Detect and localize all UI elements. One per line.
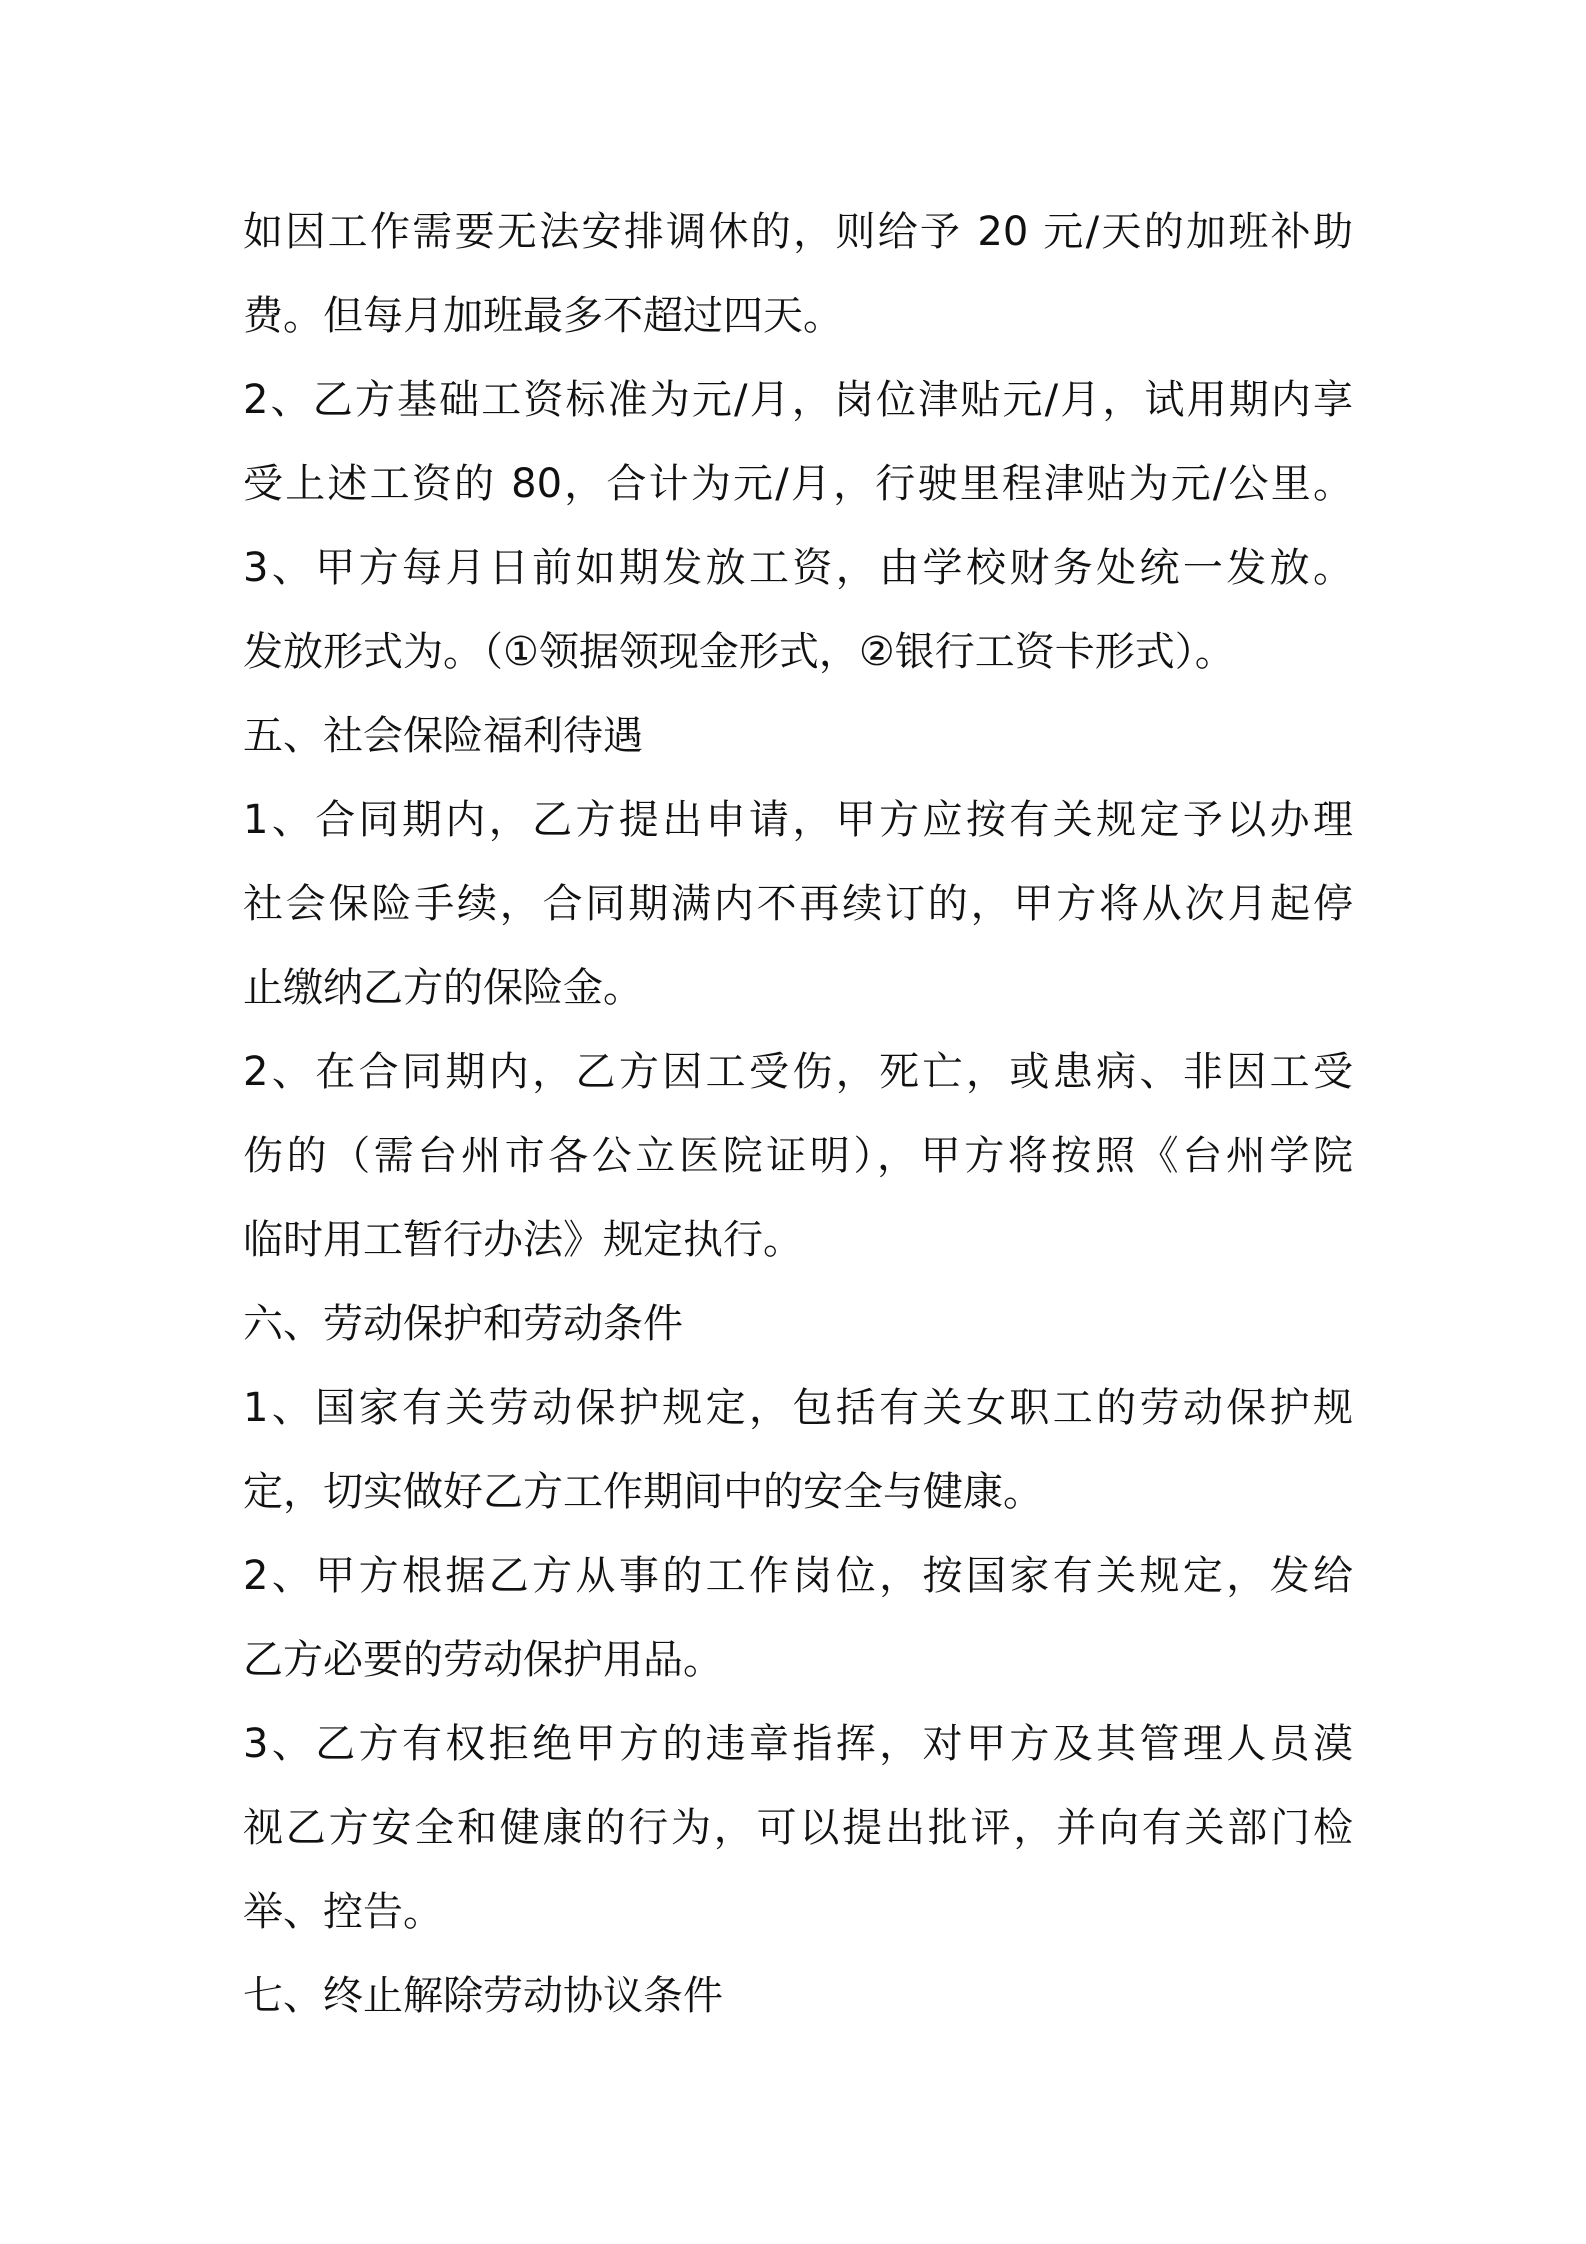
text-line: 受上述工资的 80，合计为元/月，行驶里程津贴为元/公里。 bbox=[243, 461, 1353, 507]
text-line: 费。但每月加班最多不超过四天。 bbox=[243, 293, 843, 339]
text-line: 发放形式为。（①领据领现金形式，②银行工资卡形式）。 bbox=[243, 629, 1235, 675]
text-line: 3、甲方每月日前如期发放工资，由学校财务处统一发放。 bbox=[243, 545, 1353, 591]
text-line: 视乙方安全和健康的行为，可以提出批评，并向有关部门检 bbox=[243, 1805, 1353, 1851]
text-line: 2、乙方基础工资标准为元/月，岗位津贴元/月，试用期内享 bbox=[243, 377, 1353, 423]
text-line: 伤的（需台州市各公立医院证明），甲方将按照《台州学院 bbox=[243, 1133, 1353, 1179]
text-line: 3、乙方有权拒绝甲方的违章指挥，对甲方及其管理人员漠 bbox=[243, 1721, 1353, 1767]
text-line: 止缴纳乙方的保险金。 bbox=[243, 965, 643, 1011]
text-line: 社会保险手续，合同期满内不再续订的，甲方将从次月起停 bbox=[243, 881, 1353, 927]
section-heading: 六、劳动保护和劳动条件 bbox=[243, 1301, 683, 1347]
text-line: 2、在合同期内，乙方因工受伤，死亡，或患病、非因工受 bbox=[243, 1049, 1353, 1095]
section-heading: 七、终止解除劳动协议条件 bbox=[243, 1973, 723, 2019]
text-line: 定，切实做好乙方工作期间中的安全与健康。 bbox=[243, 1469, 1043, 1515]
text-line: 如因工作需要无法安排调休的，则给予 20 元/天的加班补助 bbox=[243, 209, 1353, 255]
text-line: 1、合同期内，乙方提出申请，甲方应按有关规定予以办理 bbox=[243, 797, 1353, 843]
document-body bbox=[243, 190, 1353, 2038]
text-line: 1、国家有关劳动保护规定，包括有关女职工的劳动保护规 bbox=[243, 1385, 1353, 1431]
text-line: 临时用工暂行办法》规定执行。 bbox=[243, 1217, 803, 1263]
text-line: 乙方必要的劳动保护用品。 bbox=[243, 1637, 723, 1683]
text-line: 举、控告。 bbox=[243, 1889, 443, 1935]
section-heading: 五、社会保险福利待遇 bbox=[243, 713, 643, 759]
text-line: 2、甲方根据乙方从事的工作岗位，按国家有关规定，发给 bbox=[243, 1553, 1353, 1599]
